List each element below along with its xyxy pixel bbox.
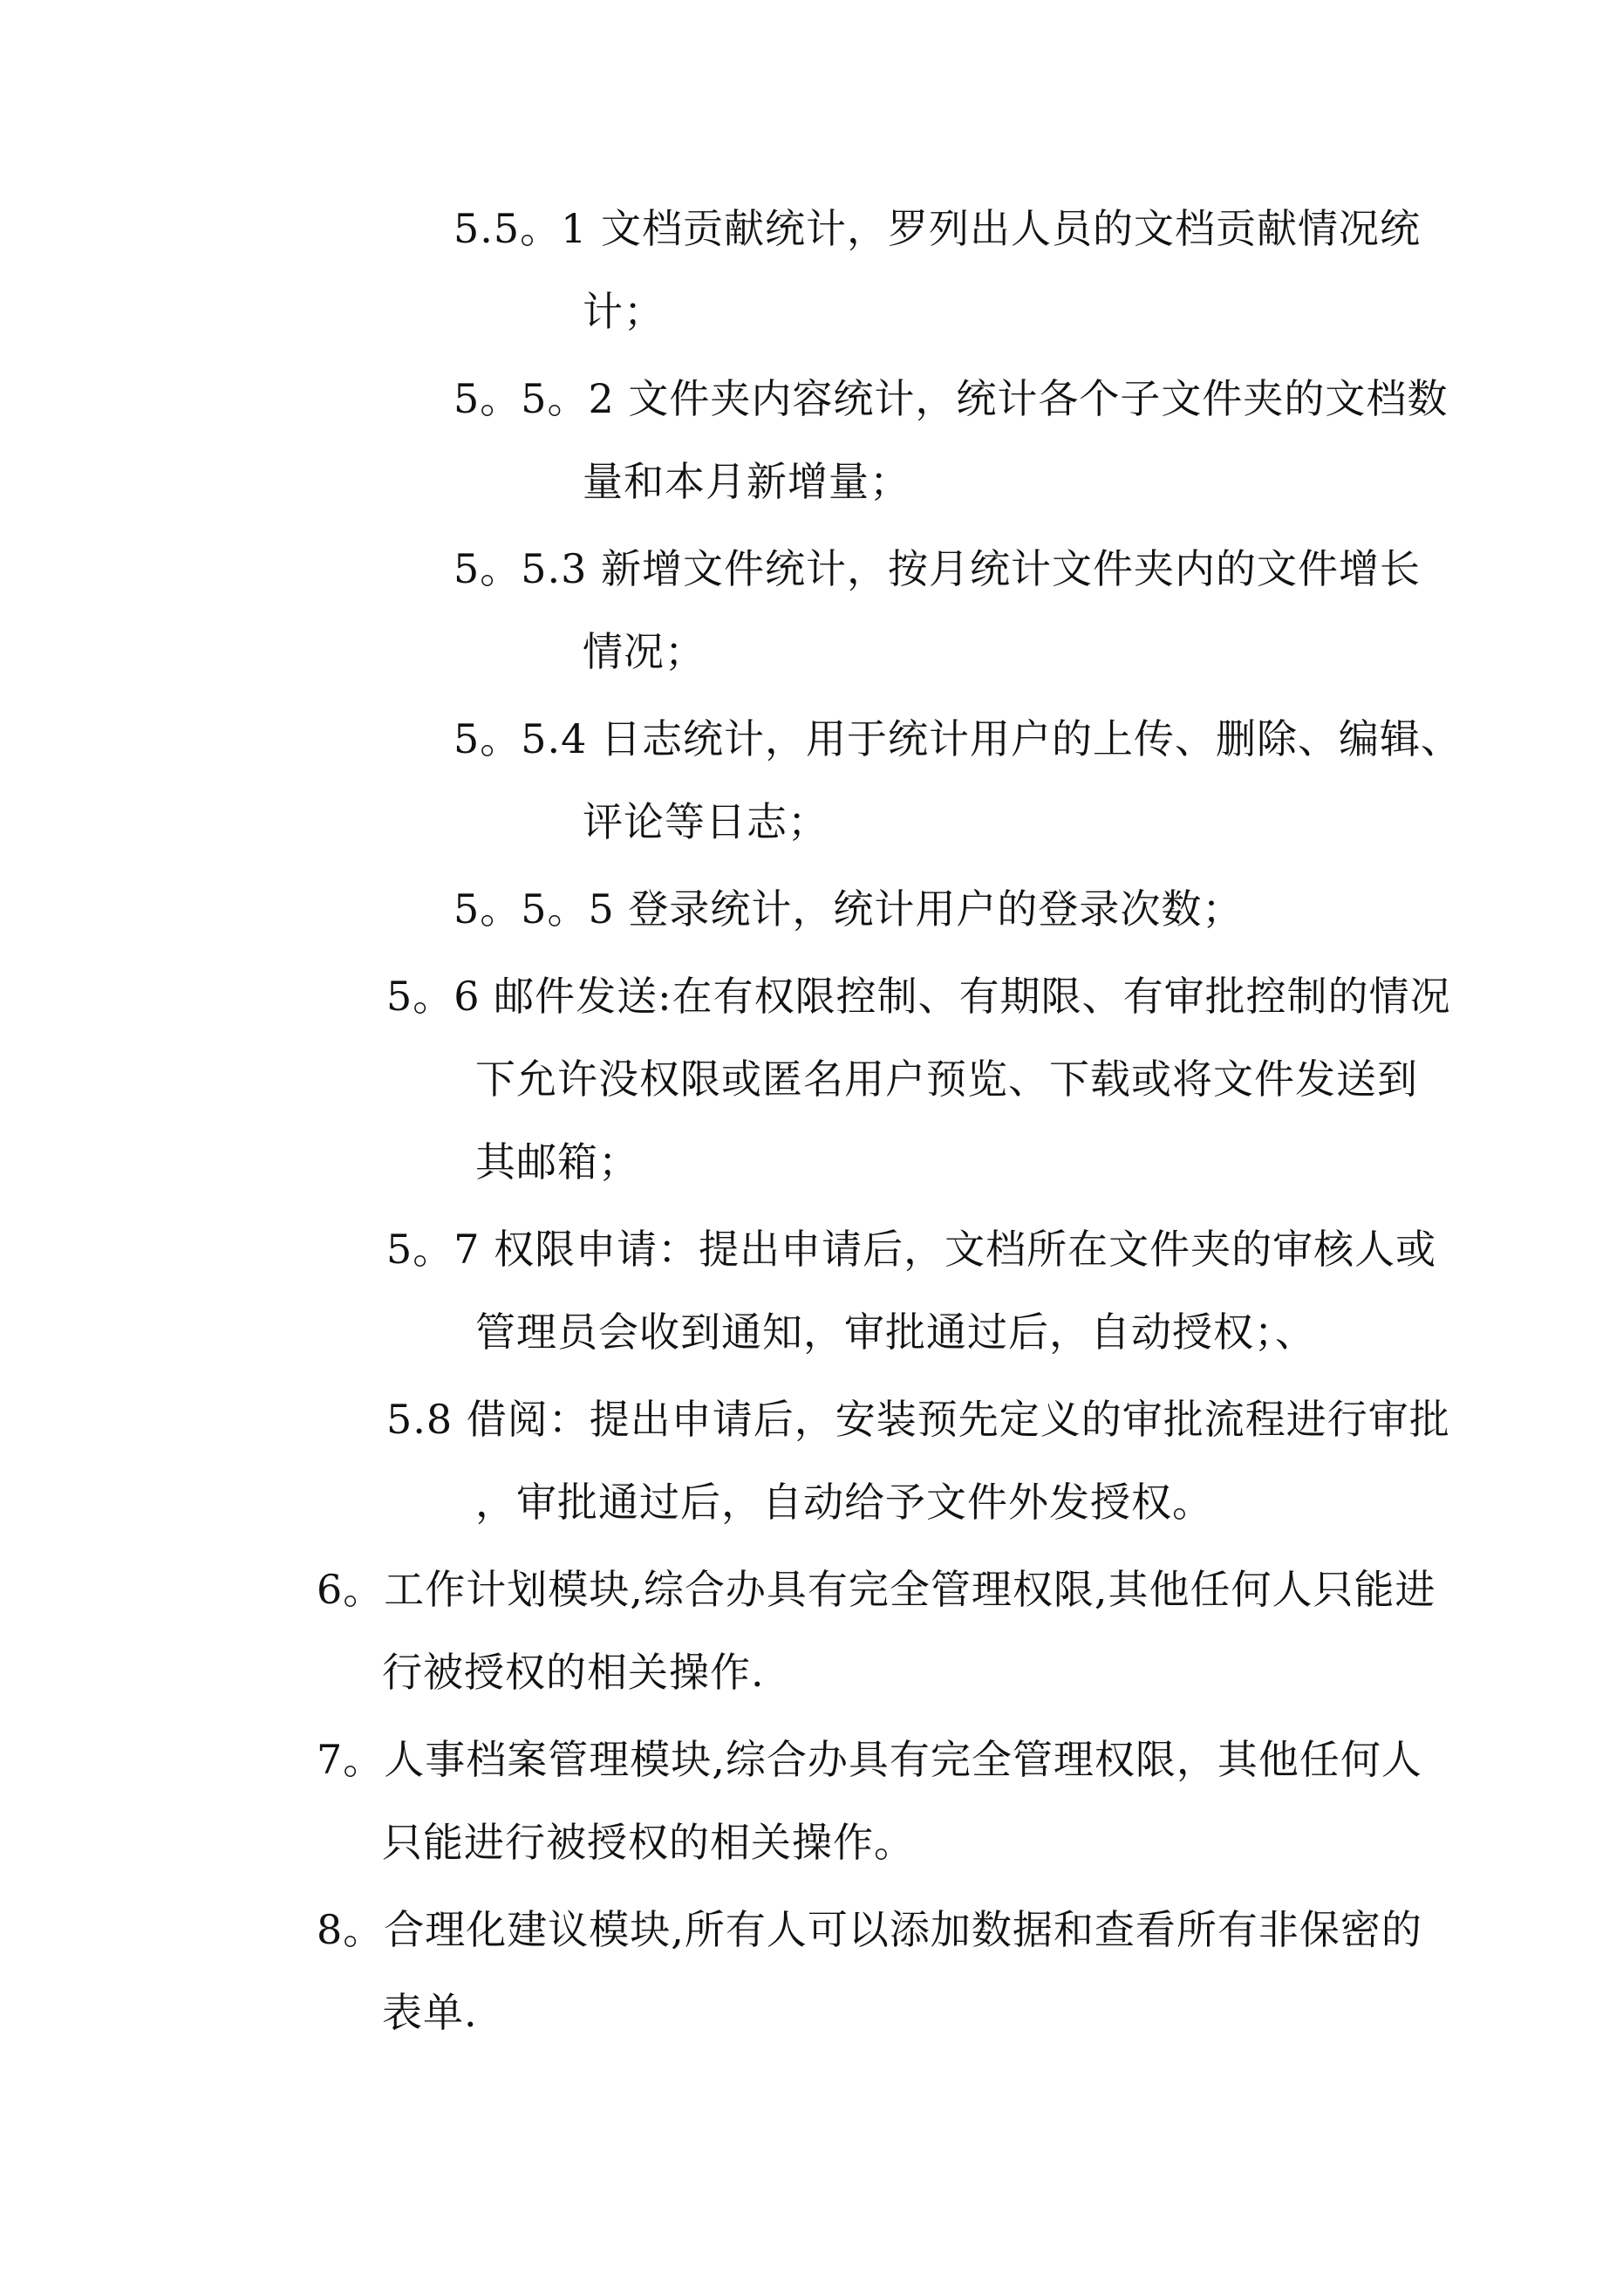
item-5-5-1-line-1: 5.5。1 文档贡献统计，罗列出人员的文档贡献情况统 [453,205,1422,252]
item-5-5-3-line-1: 5。5.3 新增文件统计，按月统计文件夹内的文件增长 [453,545,1422,592]
item-5-8-line-1: 5.8 借阅：提出申请后，安装预先定义的审批流程进行审批 [386,1396,1450,1443]
item-5-5-2-line-1: 5。5。2 文件夹内容统计，统计各个子文件夹的文档数 [453,375,1449,422]
item-5-5-3-line-2: 情况； [583,628,706,675]
item-5-6-line-1: 5。6 邮件发送:在有权限控制、有期限、有审批控制的情况 [386,973,1451,1020]
item-5-8-line-2: ，审批通过后，自动给予文件外发授权。 [475,1479,1213,1526]
item-5-5-4-line-2: 评论等日志； [583,798,829,845]
item-6-line-2: 行被授权的相关操作. [382,1649,765,1696]
item-7-line-1: 7。人事档案管理模块,综合办具有完全管理权限，其他任何人 [317,1736,1422,1783]
item-8-line-2: 表单. [382,1989,478,2036]
item-5-6-line-3: 其邮箱； [475,1138,639,1186]
item-5-5-5-line-1: 5。5。5 登录统计，统计用户的登录次数； [453,885,1244,933]
item-5-7-line-2: 管理员会收到通知，审批通过后，自动授权；、 [475,1309,1316,1356]
item-7-line-2: 只能进行被授权的相关操作。 [382,1819,915,1866]
item-6-line-1: 6。工作计划模块,综合办具有完全管理权限,其他任何人只能进 [317,1566,1436,1613]
item-5-6-line-2: 下允许没权限或匿名用户预览、下载或将文件发送到 [475,1056,1418,1103]
item-5-5-2-line-2: 量和本月新增量； [583,458,910,505]
item-5-7-line-1: 5。7 权限申请：提出申请后，文档所在文件夹的审核人或 [386,1226,1437,1273]
item-8-line-1: 8。合理化建议模块,所有人可以添加数据和查看所有非保密的 [317,1906,1422,1953]
item-5-5-1-line-2: 计； [583,288,665,335]
item-5-5-4-line-1: 5。5.4 日志统计，用于统计用户的上传、删除、编辑、 [453,715,1463,762]
